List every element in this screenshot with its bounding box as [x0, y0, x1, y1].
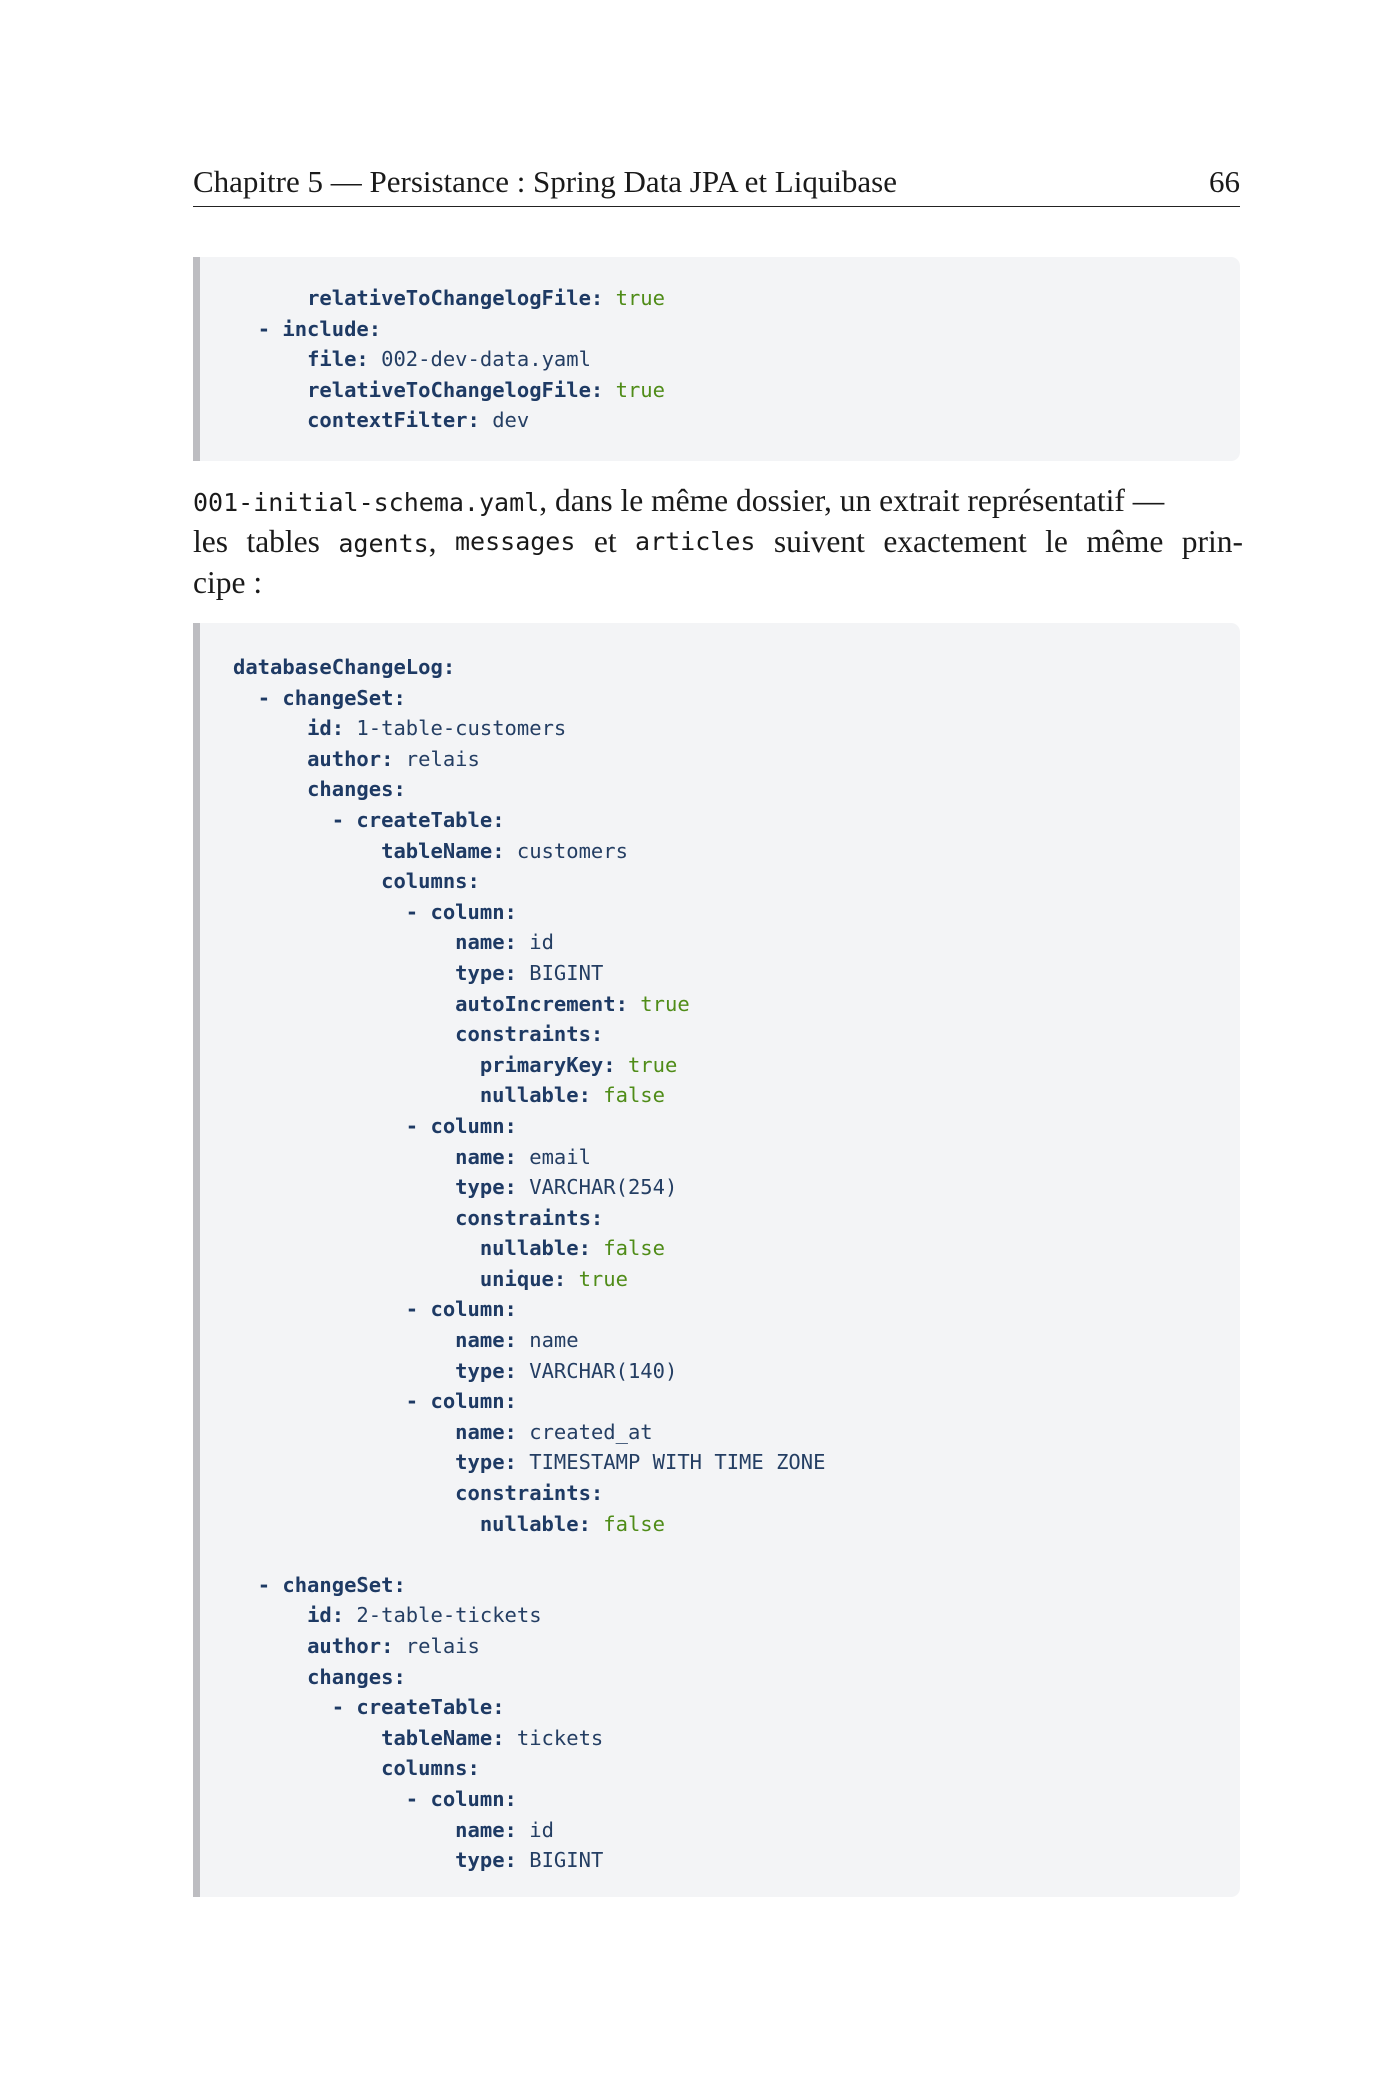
code-key: tableName:	[381, 838, 505, 863]
code-line	[233, 1356, 1240, 1387]
code-line	[233, 1019, 1240, 1050]
code-indent	[233, 992, 455, 1016]
code-indent	[233, 1634, 307, 1658]
code-line	[233, 652, 1240, 683]
code-indent	[233, 1756, 381, 1780]
code-value: 1-table-customers	[344, 716, 567, 741]
word: tables	[246, 524, 320, 559]
code-line	[233, 866, 1240, 897]
code-line	[233, 1050, 1240, 1081]
code-line	[233, 344, 1240, 375]
body-paragraph	[193, 481, 1243, 602]
code-line	[233, 1386, 1240, 1417]
chapter-title: Chapitre 5 — Persistance : Spring Data JPA et Liquibase	[193, 164, 898, 199]
code-key: type:	[455, 1358, 517, 1383]
page-header	[193, 164, 1240, 207]
code-key: name:	[455, 1144, 517, 1169]
code-key: - changeSet:	[257, 1572, 406, 1597]
code-indent	[233, 777, 307, 801]
code-indent	[233, 1022, 455, 1046]
code-line	[233, 744, 1240, 775]
inline-code-articles: articles	[635, 527, 756, 556]
word: suivent	[773, 524, 865, 559]
code-indent	[233, 1695, 332, 1719]
code-value: false	[590, 1511, 665, 1536]
code-value: created_at	[516, 1419, 653, 1444]
code-key: tableName:	[381, 1725, 505, 1750]
code-key: changes:	[307, 777, 406, 802]
code-line	[233, 927, 1240, 958]
code-indent	[233, 347, 307, 371]
code-value: true	[603, 286, 665, 310]
code-line	[233, 1233, 1240, 1264]
code-key: nullable:	[479, 1511, 591, 1536]
code-key: file:	[307, 347, 369, 372]
code-key: type:	[455, 1175, 517, 1200]
code-indent	[233, 900, 406, 924]
code-line	[233, 989, 1240, 1020]
code-indent	[233, 1359, 455, 1383]
word: le	[1045, 524, 1068, 559]
code-value: false	[590, 1083, 665, 1108]
code-indent	[233, 1512, 480, 1536]
code-key: author:	[307, 746, 394, 771]
code-indent	[233, 1450, 455, 1474]
code-value: id	[516, 1817, 554, 1842]
code-value: VARCHAR(254)	[516, 1175, 678, 1200]
code-key: - column:	[405, 899, 517, 924]
code-indent	[233, 961, 455, 985]
code-key: type:	[455, 1848, 517, 1873]
code-key: columns:	[381, 869, 480, 894]
code-indent	[233, 869, 381, 893]
inline-code-messages: messages	[454, 527, 576, 556]
code-line	[233, 1111, 1240, 1142]
code-line	[233, 897, 1240, 928]
word: et	[593, 524, 617, 559]
code-line	[233, 1692, 1240, 1723]
code-indent	[233, 1818, 455, 1842]
code-indent	[233, 1420, 455, 1444]
code-indent	[233, 1083, 480, 1107]
code-line	[233, 1570, 1240, 1601]
code-indent	[233, 1665, 307, 1689]
word: les	[193, 524, 228, 559]
code-key: relativeToChangelogFile:	[307, 377, 604, 402]
code-key: id:	[307, 716, 345, 741]
code-line	[233, 283, 1240, 314]
code-value: true	[627, 991, 690, 1016]
code-key: - changeSet:	[257, 685, 406, 710]
code-key: constraints:	[455, 1022, 604, 1047]
paragraph-text: , dans le même dossier, un extrait représentatif —	[539, 483, 1165, 518]
code-key: author:	[307, 1634, 394, 1658]
code-key: name:	[455, 930, 517, 955]
code-indent	[233, 1481, 455, 1505]
code-key: name:	[455, 1328, 517, 1353]
code-value: email	[516, 1144, 591, 1169]
code-value: true	[566, 1266, 628, 1291]
code-line	[233, 1264, 1240, 1295]
code-line	[233, 805, 1240, 836]
paragraph-line-1	[193, 481, 1243, 522]
code-key: - include:	[257, 316, 382, 341]
code-line	[233, 1815, 1240, 1846]
code-indent	[233, 747, 307, 771]
code-value: TIMESTAMP WITH TIME ZONE	[516, 1450, 826, 1475]
code-line	[233, 1172, 1240, 1203]
code-line	[233, 1845, 1240, 1876]
code-key: - column:	[405, 1297, 517, 1322]
word: même	[1086, 524, 1164, 559]
code-line	[233, 1509, 1240, 1540]
code-line	[233, 1539, 1240, 1570]
code-value: relais	[393, 746, 480, 771]
code-indent	[233, 1145, 455, 1169]
code-key: - column:	[405, 1113, 517, 1138]
code-value: name	[516, 1328, 579, 1353]
code-indent	[233, 1236, 480, 1260]
code-indent	[233, 1206, 455, 1230]
code-key: type:	[455, 1450, 517, 1475]
code-key: nullable:	[479, 1083, 591, 1108]
code-line	[233, 1600, 1240, 1631]
code-line	[233, 958, 1240, 989]
code-block-initial-schema	[193, 623, 1240, 1897]
code-line	[233, 1417, 1240, 1448]
code-indent	[233, 317, 258, 341]
code-indent	[233, 686, 258, 710]
code-value: tickets	[504, 1725, 604, 1750]
code-line	[233, 1203, 1240, 1234]
code-key: contextFilter:	[307, 408, 480, 433]
code-value: true	[615, 1052, 678, 1077]
code-indent	[233, 1573, 258, 1597]
code-indent	[233, 1603, 307, 1627]
code-line	[233, 1753, 1240, 1784]
code-line	[233, 1784, 1240, 1815]
code-indent	[233, 1297, 406, 1321]
code-value: BIGINT	[516, 960, 604, 985]
code-line	[233, 1662, 1240, 1693]
inline-code-filename: 001-initial-schema.yaml	[193, 488, 540, 517]
code-key: nullable:	[479, 1236, 591, 1261]
code-indent	[233, 1267, 480, 1291]
code-indent	[233, 408, 307, 432]
code-key: - column:	[405, 1786, 517, 1811]
code-block-changelog-include	[193, 257, 1240, 461]
word: exactement	[883, 524, 1027, 559]
code-line	[233, 375, 1240, 406]
code-indent	[233, 716, 307, 740]
code-indent	[233, 1389, 406, 1413]
code-line	[233, 314, 1240, 345]
code-indent	[233, 1328, 455, 1352]
code-indent	[233, 286, 307, 310]
code-key: autoIncrement:	[455, 991, 628, 1016]
code-line	[233, 1631, 1240, 1662]
code-value: dev	[479, 408, 530, 433]
code-key: constraints:	[455, 1205, 604, 1230]
code-line	[233, 1325, 1240, 1356]
paragraph-line-3: cipe :	[193, 565, 263, 600]
code-key: constraints:	[455, 1481, 604, 1506]
code-value: true	[603, 377, 665, 402]
code-indent	[233, 1114, 406, 1138]
code-value: VARCHAR(140)	[516, 1358, 678, 1383]
code-indent	[233, 1726, 381, 1750]
code-line	[233, 836, 1240, 867]
code-line	[233, 1447, 1240, 1478]
code-key: name:	[455, 1419, 517, 1444]
code-value: false	[590, 1236, 665, 1261]
code-line	[233, 1478, 1240, 1509]
code-indent	[233, 378, 307, 402]
code-key: databaseChangeLog:	[233, 655, 456, 679]
code-key: - createTable:	[331, 1695, 505, 1720]
code-indent	[233, 808, 332, 832]
word: prin-	[1181, 524, 1243, 559]
code-indent	[233, 1175, 455, 1199]
code-line	[233, 713, 1240, 744]
code-key: unique:	[479, 1266, 567, 1291]
code-value: customers	[504, 838, 628, 863]
code-key: relativeToChangelogFile:	[307, 286, 604, 310]
code-value: relais	[393, 1634, 480, 1658]
code-line	[233, 1294, 1240, 1325]
code-line	[233, 1142, 1240, 1173]
page-number: 66	[1209, 164, 1240, 199]
code-line	[233, 1080, 1240, 1111]
code-indent	[233, 1053, 480, 1077]
code-value: 002-dev-data.yaml	[368, 347, 591, 372]
inline-code-agents: agents,	[338, 524, 437, 559]
code-key: name:	[455, 1817, 517, 1842]
code-key: changes:	[307, 1664, 406, 1689]
code-key: type:	[455, 960, 517, 985]
code-indent	[233, 839, 381, 863]
code-indent	[233, 930, 455, 954]
code-value: 2-table-tickets	[344, 1603, 542, 1628]
code-indent	[233, 1848, 455, 1872]
code-value: BIGINT	[516, 1848, 604, 1873]
code-line	[233, 1723, 1240, 1754]
code-key: id:	[307, 1603, 345, 1628]
code-line	[233, 683, 1240, 714]
code-line	[233, 774, 1240, 805]
paragraph-line-2	[193, 522, 1243, 563]
code-key: primaryKey:	[479, 1052, 616, 1077]
code-line	[233, 405, 1240, 436]
code-indent	[233, 1787, 406, 1811]
code-value: id	[516, 930, 554, 955]
code-key: - createTable:	[331, 807, 505, 832]
code-key: columns:	[381, 1756, 480, 1781]
code-key: - column:	[405, 1389, 517, 1414]
